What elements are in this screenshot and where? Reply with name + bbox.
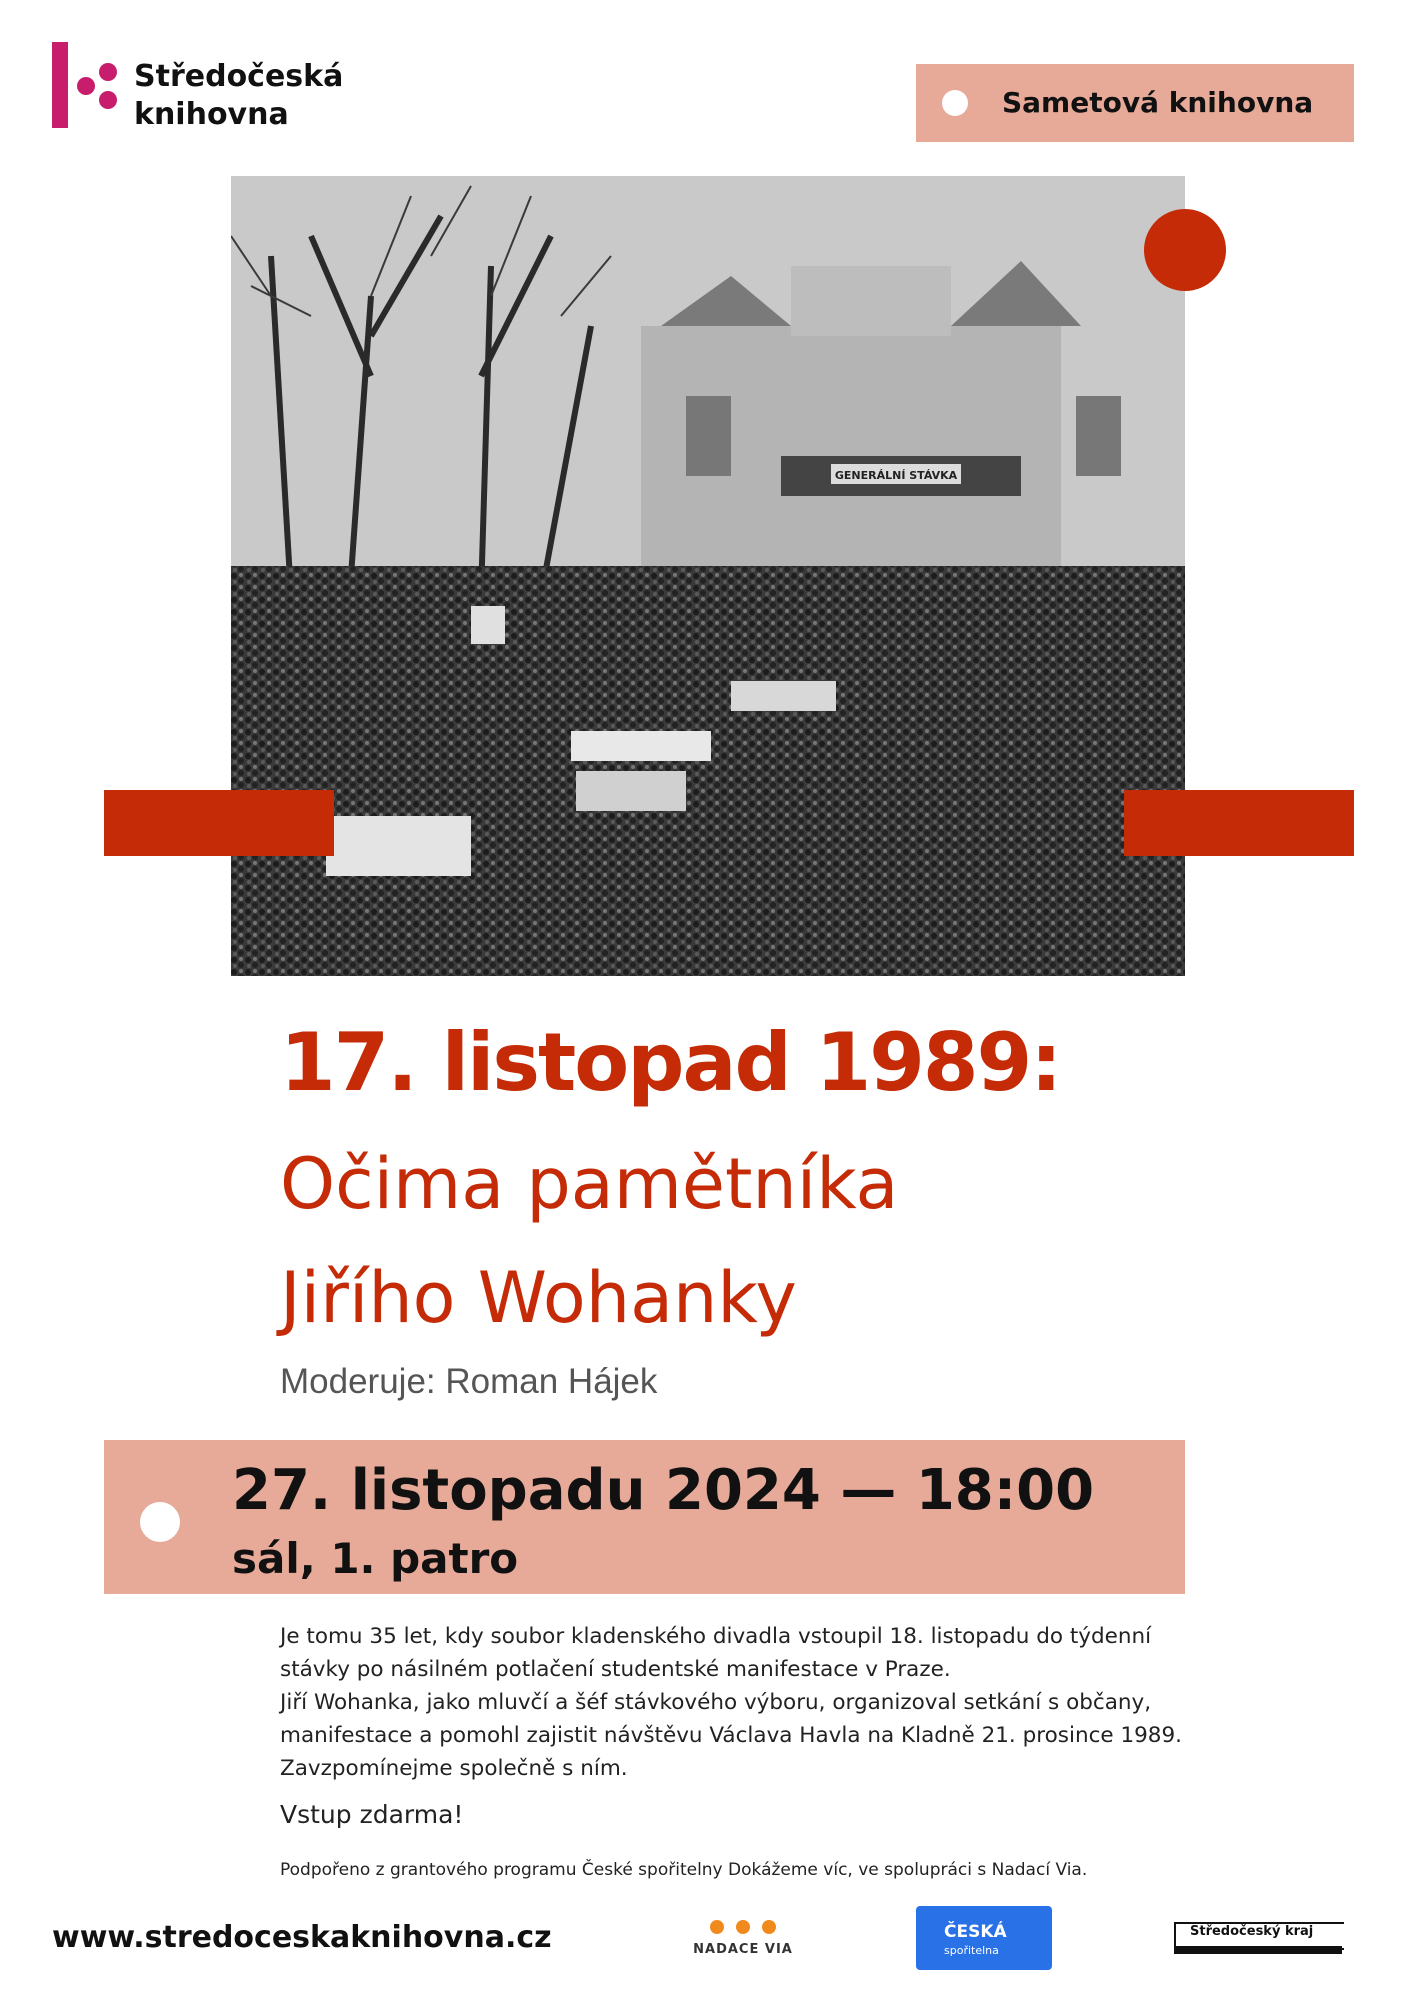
photo-sign-text: GENERÁLNÍ STÁVKA	[834, 469, 958, 482]
historical-photo	[231, 176, 1185, 976]
moderator: Moderuje: Roman Hájek	[280, 1362, 658, 1401]
event-subtitle-line-2: Jiřího Wohanky	[280, 1257, 797, 1339]
cs-logo-top: ČESKÁ	[944, 1922, 1007, 1942]
library-logo-mark	[52, 42, 122, 128]
description-paragraph-1: Je tomu 35 let, kdy soubor kladenského divadla vstoupil 18. listopadu do týdenní stávky po násilném potlačení studentské manifestace v Praze.	[280, 1624, 1152, 1682]
event-date-band	[104, 1440, 1185, 1594]
logo-line-2: knihovna	[134, 97, 289, 132]
website-link[interactable]: www.stredoceskaknihovna.cz	[52, 1920, 552, 1955]
support-note: Podpořeno z grantového programu České spořitelny Dokážeme víc, ve spolupráci s Nadací Via.	[280, 1860, 1088, 1880]
event-title: 17. listopad 1989:	[280, 1016, 1061, 1109]
description-paragraph-2: Jiří Wohanka, jako mluvčí a šéf stávkového výboru, organizoval setkání s občany, manifestace a pomohl zajistit návštěvu Václava Havla na Kladně 21. prosince 1989. Zavzpomínejme společně s ním.	[280, 1690, 1183, 1781]
decorative-red-circle	[1144, 209, 1226, 291]
kraj-underline	[1174, 1946, 1342, 1954]
event-subtitle-line-1: Očima pamětníka	[280, 1143, 899, 1225]
nadace-via-logo	[682, 1920, 804, 1964]
nadace-via-label: NADACE VIA	[693, 1942, 793, 1957]
decorative-red-bar-left	[104, 790, 334, 856]
event-description	[280, 1620, 1200, 1785]
series-tag	[916, 64, 1354, 142]
admission-note: Vstup zdarma!	[280, 1800, 464, 1829]
cs-logo-sub: spořitelna	[944, 1944, 999, 1957]
event-place: sál, 1. patro	[232, 1534, 519, 1583]
kraj-label: Středočeský kraj	[1190, 1924, 1314, 1939]
tag-dot-icon	[942, 90, 968, 116]
decorative-red-bar-right	[1124, 790, 1354, 856]
via-dots-icon	[682, 1920, 804, 1934]
date-dot-icon	[140, 1502, 180, 1542]
logo-line-1: Středočeská	[134, 59, 344, 94]
event-date-time: 27. listopadu 2024 — 18:00	[232, 1458, 1095, 1523]
ceska-sporitelna-logo	[916, 1906, 1052, 1970]
stredocesky-kraj-logo	[1174, 1922, 1354, 1956]
series-tag-label: Sametová knihovna	[1002, 86, 1314, 119]
library-logo-text	[134, 58, 343, 134]
